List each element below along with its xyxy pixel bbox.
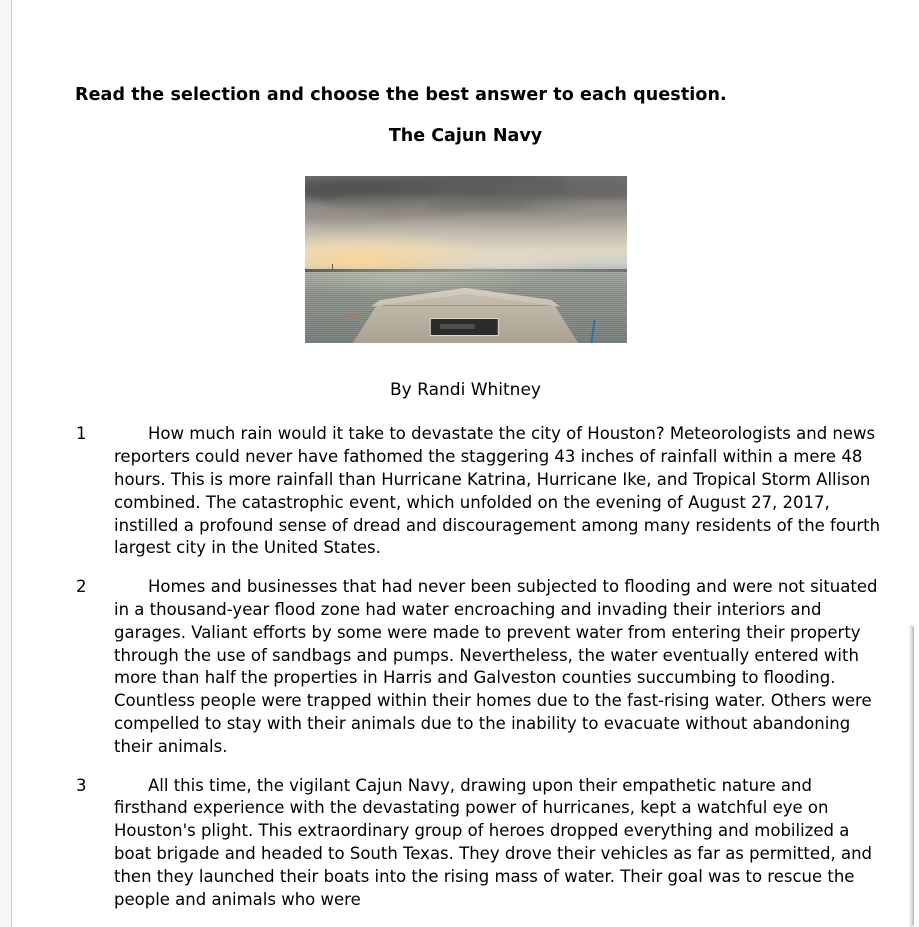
passage-content (12, 0, 919, 911)
paragraph-block (12, 576, 919, 758)
paragraph-number: 2 (76, 577, 87, 597)
reading-passage-page (12, 0, 919, 927)
left-gutter (0, 0, 11, 927)
paragraph-body: All this time, the vigilant Cajun Navy, drawing upon their empathetic nature and firsthand experience with the devastating power of hurricanes, kept a watchful eye on Houston's plight. This extraordinary group of heroes dropped everything and mobilized a boat brigade and headed to South Texas. They drove their vehicles as far as permitted, and then they launched their boats into the rising mass of water. Their goal was to rescue the people and animals who were (114, 775, 873, 909)
paragraph-number: 1 (76, 424, 87, 444)
page-title: The Cajun Navy (388, 126, 543, 146)
boat-hatch-handle (440, 324, 475, 328)
boat-deck-seam (382, 305, 549, 306)
cloud-shape (369, 207, 466, 217)
boat-on-water-photo (305, 176, 627, 343)
figure-container (12, 147, 919, 343)
boat-hatch (429, 318, 499, 337)
boat-cleat (346, 313, 362, 320)
scrollbar-thumb[interactable] (907, 625, 914, 927)
paragraph-body: Homes and businesses that had never been subjected to flooding and were not situated in a thousand-year flood zone had water encroaching and invading their interiors and garages. Valiant efforts by some were made to prevent water from entering their property through the use of sandbags and pumps. Nevertheless, the water eventually entered with more than half the properties in Harris and Galveston counties succumbing to flooding. Countless people were trapped within their homes due to the fast-rising water. Others were compelled to stay with their animals due to the inability to evacuate without abandoning their animals. (114, 577, 878, 756)
vertical-scrollbar[interactable] (904, 0, 919, 927)
distant-tower (332, 264, 333, 270)
sky-region (305, 176, 627, 270)
paragraph-block (12, 423, 919, 560)
passage-paragraphs (12, 400, 919, 911)
paragraph-number: 3 (76, 775, 87, 795)
paragraph-body: How much rain would it take to devastate the city of Houston? Meteorologists and news reporters could never have fathomed the staggering 43 inches of rainfall within a mere 48 hours. This is more rainfall than Hurricane Katrina, Hurricane Ike, and Tropical Storm Allison combined. The catastrophic event, which unfolded on the evening of August 27, 2017, instilled a profound sense of dread and discouragement among many residents of the fourth largest city in the United States. (114, 424, 881, 558)
byline: By Randi Whitney (390, 380, 541, 400)
paragraph-block (12, 775, 919, 912)
instruction-text: Read the selection and choose the best answer to each question. (75, 85, 727, 105)
cloud-shape (453, 213, 588, 225)
